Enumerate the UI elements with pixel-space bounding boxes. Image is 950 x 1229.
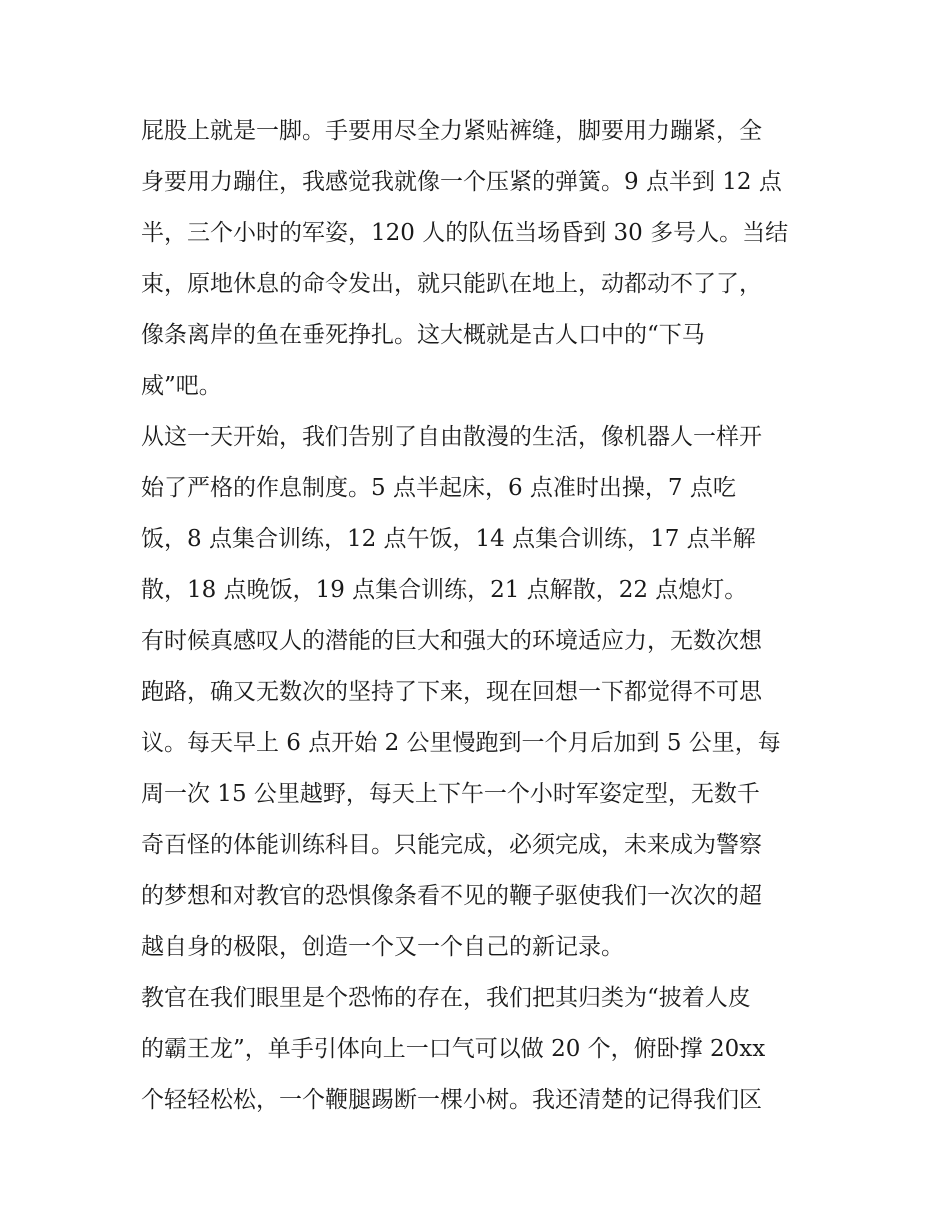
text-line: 有时候真感叹人的潜能的巨大和强大的环境适应力，无数次想 [141,628,762,654]
text-line: 屁股上就是一脚。手要用尽全力紧贴裤缝，脚要用力蹦紧，全 [141,118,762,144]
text-line: 跑路，确又无数次的坚持了下来，现在回想一下都觉得不可思 [141,679,762,705]
text-line: 身要用力蹦住，我感觉我就像一个压紧的弹簧。9 点半到 12 点 [141,169,782,195]
text-line: 的霸王龙”，单手引体向上一口气可以做 20 个，俯卧撑 20xx [141,1036,766,1062]
text-line: 从这一天开始，我们告别了自由散漫的生活，像机器人一样开 [141,424,762,450]
text-line: 越自身的极限，创造一个又一个自己的新记录。 [141,934,624,960]
text-line: 像条离岸的鱼在垂死挣扎。这大概就是古人口中的“下马 [141,322,705,348]
text-line: 议。每天早上 6 点开始 2 公里慢跑到一个月后加到 5 公里，每 [141,730,781,756]
body-text [141,106,821,1126]
text-line: 散，18 点晚饭，19 点集合训练，21 点解散，22 点熄灯。 [141,577,748,603]
text-line: 个轻轻松松，一个鞭腿踢断一棵小树。我还清楚的记得我们区 [141,1087,762,1113]
text-line: 半，三个小时的军姿，120 人的队伍当场昏到 30 多号人。当结 [141,220,789,246]
text-line: 周一次 15 公里越野，每天上下午一个小时军姿定型，无数千 [141,781,760,807]
text-line: 束，原地休息的命令发出，就只能趴在地上，动都动不了了， [141,271,762,297]
text-line: 威”吧。 [141,373,222,399]
text-line: 奇百怪的体能训练科目。只能完成，必须完成，未来成为警察 [141,832,762,858]
text-line: 的梦想和对教官的恐惧像条看不见的鞭子驱使我们一次次的超 [141,883,762,909]
text-line: 教官在我们眼里是个恐怖的存在，我们把其归类为“披着人皮 [141,985,751,1011]
text-line: 始了严格的作息制度。5 点半起床，6 点准时出操，7 点吃 [141,475,736,501]
text-line: 饭，8 点集合训练，12 点午饭，14 点集合训练，17 点半解 [141,526,756,552]
